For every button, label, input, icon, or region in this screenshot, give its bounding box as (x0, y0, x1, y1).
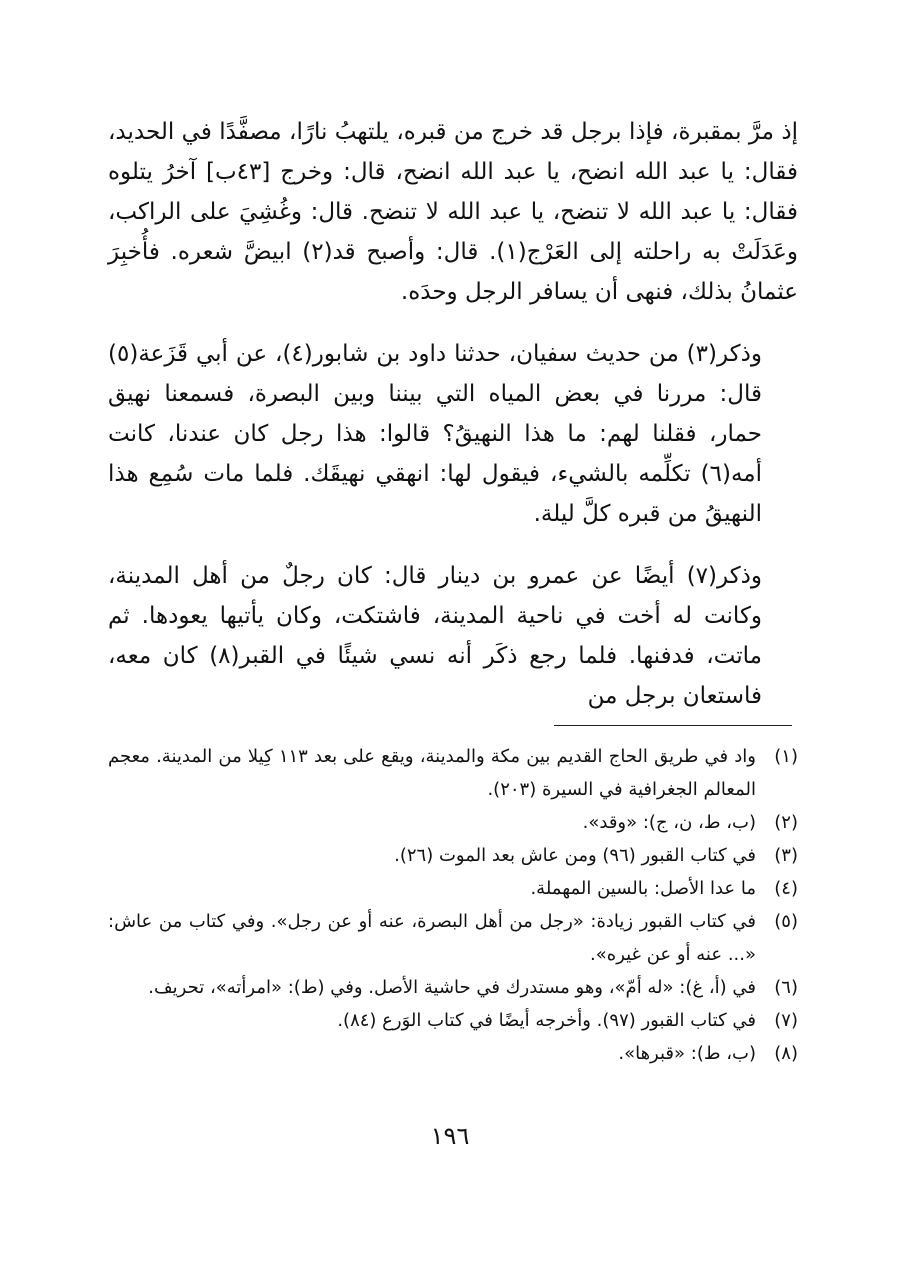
footnote-text: في كتاب القبور (٩٧). وأخرجه أيضًا في كتاب الوَرع (٨٤). (337, 1010, 756, 1031)
page-number: ١٩٦ (430, 1122, 470, 1150)
footnote-5 (108, 905, 798, 971)
footnote-text: ما عدا الأصل: بالسين المهملة. (530, 878, 756, 899)
paragraph-2: وذكر(٣) من حديث سفيان، حدثنا داود بن شابور(٤)، عن أبي قَزَعة(٥) قال: مررنا في بعض المياه التي بيننا وبين البصرة، فسمعنا نهيق حمار، فقلنا لهم: ما هذا النهيقُ؟ قالوا: هذا رجل كان عندنا، كانت أمه(٦) تكلِّمه بالشيء، فيقول لها: انهقي نهيقَك. فلما مات سُمِع هذا النهيقُ من قبره كلَّ ليلة. (108, 341, 762, 527)
footnote-text: في كتاب القبور (٩٦) ومن عاش بعد الموت (٢٦). (394, 845, 756, 866)
footnote-1 (108, 740, 798, 806)
main-text (108, 112, 798, 716)
footnote-number: (٧) (774, 1010, 798, 1031)
footnote-8 (108, 1037, 798, 1070)
footnote-2 (108, 806, 798, 839)
footnotes (108, 740, 798, 1070)
footnote-4 (108, 872, 798, 905)
footnote-text: في (أ، غ): «له أمّ»، وهو مستدرك في حاشية الأصل. وفي (ط): «امرأته»، تحريف. (148, 977, 756, 998)
footnote-3 (108, 839, 798, 872)
paragraph-3: وذكر(٧) أيضًا عن عمرو بن دينار قال: كان رجلٌ من أهل المدينة، وكانت له أخت في ناحية المدينة، فاشتكت، وكان يأتيها يعودها. ثم ماتت، فدفنها. فلما رجع ذكَر أنه نسي شيئًا في القبر(٨) كان معه، فاستعان برجل من (108, 563, 762, 709)
footnote-text: (ب، ط): «قبرها». (618, 1043, 756, 1064)
paragraph-1: إذ مرَّ بمقبرة، فإذا برجل قد خرج من قبره، يلتهبُ نارًا، مصفَّدًا في الحديد، فقال: يا عبد الله انضح، يا عبد الله انضح، قال: وخرج [٤٣ب] آخرُ يتلوه فقال: يا عبد الله لا تنضح، يا عبد الله لا تنضح. قال: وغُشِيَ على الراكب، وعَدَلَتْ به راحلته إلى العَرْج(١). قال: وأصبح قد(٢) ابيضَّ شعره. فأُخبِرَ عثمانُ بذلك، فنهى أن يسافر الرجل وحدَه. (108, 119, 798, 305)
footnote-separator (554, 725, 792, 726)
footnote-6 (108, 971, 798, 1004)
footnote-number: (٣) (774, 845, 798, 866)
footnote-number: (٨) (774, 1043, 798, 1064)
footnote-number: (١) (774, 746, 798, 767)
footnote-number: (٤) (774, 878, 798, 899)
footnote-number: (٢) (774, 812, 798, 833)
footnote-text: في كتاب القبور زيادة: «رجل من أهل البصرة، عنه أو عن رجل». وفي كتاب من عاش: «... عنه أو عن غيره». (108, 911, 756, 965)
footnote-text: (ب، ط، ن، ج): «وقد». (582, 812, 756, 833)
footnote-text: واد في طريق الحاج القديم بين مكة والمدينة، ويقع على بعد ١١٣ كِيلا من المدينة. معجم المعالم الجغرافية في السيرة (٢٠٣). (108, 746, 756, 800)
footnote-7 (108, 1004, 798, 1037)
footnote-number: (٥) (774, 911, 798, 932)
footnote-number: (٦) (774, 977, 798, 998)
